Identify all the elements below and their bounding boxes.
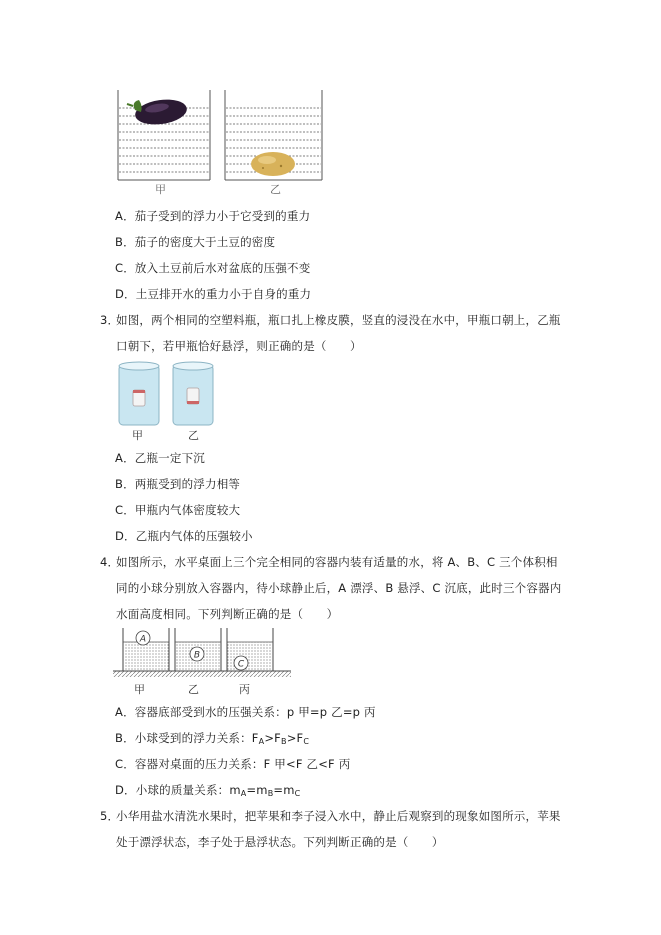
- q5-number: 5．: [100, 809, 120, 823]
- ball-a-label: A: [139, 634, 147, 645]
- q2-option-b: B．茄子的密度大于土豆的密度: [115, 235, 276, 249]
- q4-option-d-sub3: C: [294, 789, 301, 798]
- q3-option-b: B．两瓶受到的浮力相等: [115, 477, 241, 491]
- q4-option-a-expr: p 甲=p 乙=p 丙: [286, 705, 376, 719]
- q2-figure: [113, 88, 328, 198]
- q5-stem-line2: 处于漂浮状态，李子处于悬浮状态。下列判断正确的是（ ）: [116, 835, 444, 849]
- q3-label-right: 乙: [188, 429, 199, 442]
- q4-option-d-m1: m: [229, 783, 241, 797]
- ball-b: [190, 647, 204, 661]
- q4-option-b-f2: F: [274, 731, 281, 745]
- q3-option-a: A．乙瓶一定下沉: [115, 451, 205, 465]
- q2-option-c: C．放入土豆前后水对盆底的压强不变: [115, 261, 311, 275]
- q4-option-d-m3: m: [283, 783, 295, 797]
- right-basin: [225, 90, 322, 180]
- q4-label-yi: 乙: [188, 683, 199, 696]
- basins-svg: [113, 88, 328, 198]
- q4-stem-line2: 同的小球分别放入容器内，待小球静止后，A 漂浮、B 悬浮、C 沉底，此时三个容器内: [116, 581, 562, 595]
- q5-stem-line1: 小华用盐水清洗水果时，把苹果和李子浸入水中，静止后观察到的现象如图所示，苹果: [116, 809, 561, 823]
- q4-option-d-sub1: A: [240, 789, 247, 798]
- q4-option-d-eq1: =: [246, 783, 257, 797]
- q3-option-c: C．甲瓶内气体密度较大: [115, 503, 241, 517]
- q4-stem-line1: 如图所示，水平桌面上三个完全相同的容器内装有适量的水，将 A、B、C 三个体积相: [116, 555, 558, 569]
- q4-option-d: [115, 782, 300, 802]
- q4-option-c-expr: F 甲<F 乙<F 丙: [263, 757, 351, 771]
- container-yi: [175, 628, 221, 671]
- q4-option-b-f3: F: [296, 731, 304, 745]
- q4-option-a: [115, 704, 376, 720]
- q4-option-b-gt2: >: [286, 731, 297, 745]
- q4-option-b-sub3: C: [303, 737, 310, 746]
- potato-icon: [251, 152, 295, 176]
- q3-figure: [115, 360, 225, 428]
- q4-option-b: [115, 730, 309, 750]
- q4-option-b-gt1: >: [264, 731, 275, 745]
- q4-option-b-f1: F: [251, 731, 259, 745]
- q4-option-d-m2: m: [256, 783, 268, 797]
- q4-option-b-prefix: B．小球受到的浮力关系：: [115, 731, 252, 745]
- eggplant-icon: [127, 96, 188, 127]
- q3-number: 3．: [100, 313, 120, 327]
- q4-option-b-sub1: A: [258, 737, 265, 746]
- q4-option-c: [115, 756, 350, 772]
- q4-option-d-sub2: B: [267, 789, 274, 798]
- left-basin: [118, 90, 210, 180]
- left-cylinder: [119, 362, 159, 425]
- q4-option-d-prefix: D．小球的质量关系：: [115, 783, 230, 797]
- containers-svg: [113, 626, 293, 682]
- q3-stem-line1: 如图，两个相同的空塑料瓶，瓶口扎上橡皮膜，竖直的浸没在水中，甲瓶口朝上，乙瓶: [116, 313, 561, 327]
- container-bing: [227, 628, 273, 671]
- q2-label-left: 甲: [155, 183, 166, 196]
- q4-label-bing: 丙: [239, 683, 250, 696]
- q3-option-d: D．乙瓶内气体的压强较小: [115, 529, 253, 543]
- q2-label-right: 乙: [270, 183, 281, 196]
- bottles-svg: [115, 360, 225, 428]
- container-jia: [123, 628, 169, 671]
- q4-number: 4．: [100, 555, 120, 569]
- q4-label-jia: 甲: [134, 683, 145, 696]
- q4-option-c-prefix: C．容器对桌面的压力关系：: [115, 757, 264, 771]
- ball-c: [234, 656, 248, 670]
- right-cylinder: [173, 362, 213, 425]
- q3-stem-line2: 口朝下，若甲瓶恰好悬浮，则正确的是（ ）: [116, 339, 362, 353]
- q4-option-d-eq2: =: [273, 783, 284, 797]
- q4-figure: [113, 626, 293, 682]
- q4-stem-line3: 水面高度相同。下列判断正确的是（ ）: [116, 607, 339, 621]
- q4-option-a-prefix: A．容器底部受到水的压强关系：: [115, 705, 287, 719]
- ball-b-label: B: [193, 650, 201, 661]
- ball-c-label: C: [237, 659, 245, 670]
- ball-a: [136, 631, 150, 645]
- q4-option-b-sub2: B: [280, 737, 287, 746]
- q2-option-d: D．土豆排开水的重力小于自身的重力: [115, 287, 312, 301]
- q3-label-left: 甲: [132, 429, 143, 442]
- table-surface: [113, 671, 291, 677]
- q2-option-a: A．茄子受到的浮力小于它受到的重力: [115, 209, 311, 223]
